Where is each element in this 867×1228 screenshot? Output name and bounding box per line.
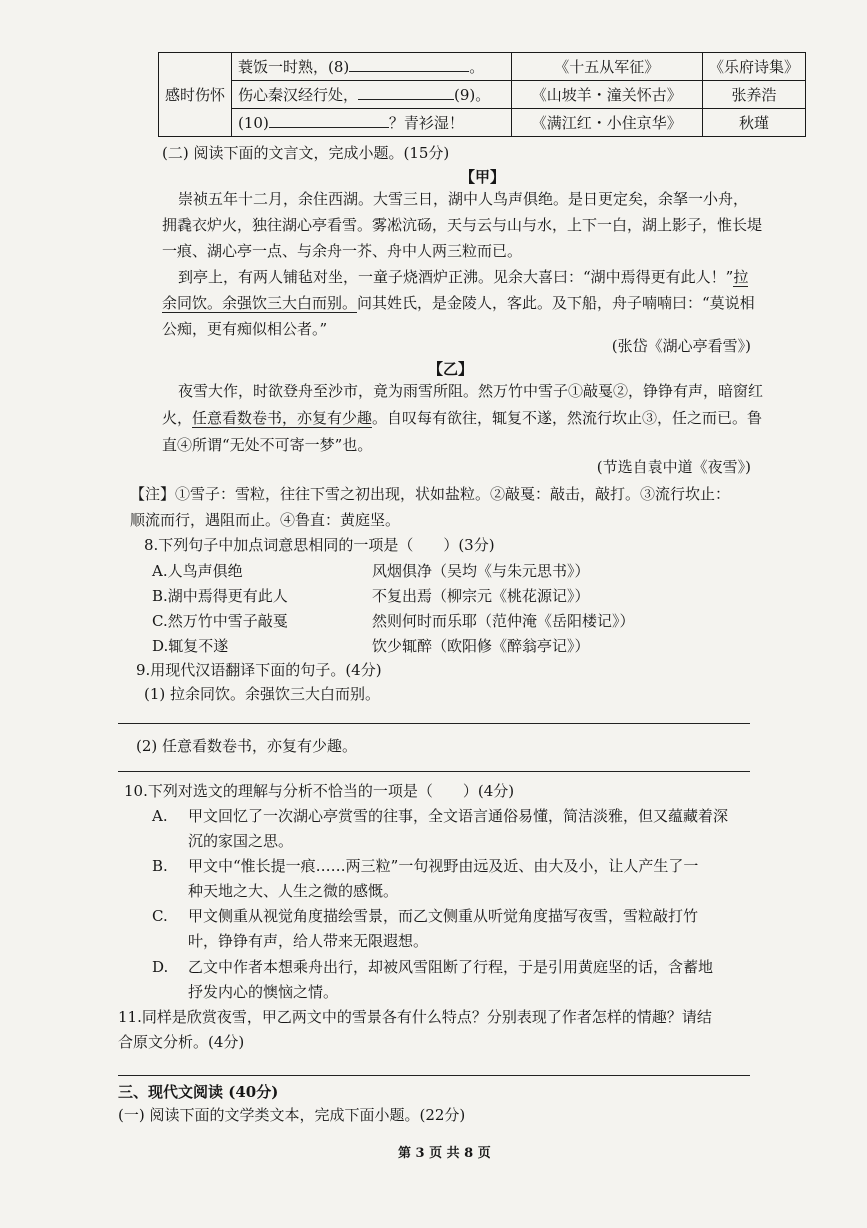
author-cell: 秋瑾 xyxy=(702,109,805,137)
answer-blank[interactable] xyxy=(349,57,469,72)
answer-blank[interactable] xyxy=(269,113,389,128)
question-11-line: 合原文分析。(4分) xyxy=(118,1033,245,1051)
poem-line-text: 伤心秦汉经行处， xyxy=(238,86,359,104)
poem-line-cell xyxy=(232,53,512,81)
choice-label-b: B. xyxy=(152,857,168,875)
section3-heading: 三、现代文阅读 (40分) xyxy=(118,1083,279,1101)
passage-yi-title: 【乙】 xyxy=(428,360,474,378)
poem-line-text: (9)。 xyxy=(454,86,491,104)
answer-line[interactable] xyxy=(118,771,750,772)
passage-jia-line: 一痕、湖心亭一点、与余舟一芥、舟中人两三粒而已。 xyxy=(162,242,523,260)
table-row xyxy=(159,53,806,81)
section3-subheading: (一) 阅读下面的文学类文本，完成下面小题。(22分) xyxy=(118,1106,466,1124)
passage-jia-line xyxy=(178,266,748,288)
poem-line-text: 。 xyxy=(469,58,485,76)
passage-yi-line xyxy=(162,407,762,429)
choice-label-a: A. xyxy=(152,807,168,825)
poem-line-text: (10) xyxy=(238,114,269,132)
answer-line[interactable] xyxy=(118,723,750,724)
answer-blank[interactable] xyxy=(358,85,454,100)
source-cell: 《满江红・小住京华》 xyxy=(511,109,702,137)
option-c: C.然万竹中雪子敲戛 xyxy=(152,612,288,630)
poem-fill-table xyxy=(158,52,806,137)
answer-line[interactable] xyxy=(118,1075,750,1076)
choice-d-text: 抒发内心的懊恼之情。 xyxy=(188,983,339,1001)
poem-line-cell xyxy=(232,109,512,137)
option-a: A.人鸟声俱绝 xyxy=(152,562,243,580)
option-d-compare: 饮少辄醉（欧阳修《醉翁亭记》） xyxy=(372,637,590,655)
choice-c-text: 叶，铮铮有声，给人带来无限遐想。 xyxy=(188,932,429,950)
question-11-line: 11.同样是欣赏夜雪，甲乙两文中的雪景各有什么特点？分别表现了作者怎样的情趣？请结 xyxy=(118,1008,712,1026)
underlined-text: 拉 xyxy=(733,268,749,286)
option-c-compare: 然则何时而乐耶（范仲淹《岳阳楼记》） xyxy=(372,612,635,630)
choice-c-text: 甲文侧重从视觉角度描绘雪景，而乙文侧重从听觉角度描写夜雪，雪粒敲打竹 xyxy=(188,907,699,925)
passage-text: 。自叹每有欲往，辄复不遂，然流行坎止③，任之而已。鲁 xyxy=(372,409,763,427)
option-d: D.辄复不遂 xyxy=(152,637,229,655)
poem-line-cell xyxy=(232,81,512,109)
question-8-stem: 8.下列句子中加点词意思相同的一项是（ ）(3分) xyxy=(144,536,495,554)
question-10-stem: 10.下列对选文的理解与分析不恰当的一项是（ ）(4分) xyxy=(124,782,515,800)
annotation-line: 顺流而行，遇阻而止。④鲁直：黄庭坚。 xyxy=(130,511,401,529)
passage-yi-source: (节选自袁中道《夜雪》) xyxy=(596,458,751,476)
choice-label-d: D. xyxy=(152,958,169,976)
choice-b-text: 甲文中“惟长提一痕……两三粒”一句视野由远及近、由大及小，让人产生了一 xyxy=(188,857,699,875)
choice-d-text: 乙文中作者本想乘舟出行，却被风雪阻断了行程，于是引用黄庭坚的话，含蓄地 xyxy=(188,958,714,976)
translate-sentence-2: (2) 任意看数卷书，亦复有少趣。 xyxy=(136,737,358,755)
underlined-text: 余同饮。余强饮三大白而别。 xyxy=(162,294,358,312)
passage-yi-line: 夜雪大作，时欲登舟至沙市，竟为雨雪所阻。然万竹中雪子①敲戛②，铮铮有声，暗窗红 xyxy=(178,382,764,400)
passage-jia-line: 崇祯五年十二月，余住西湖。大雪三日，湖中人鸟声俱绝。是日更定矣，余拏一小舟， xyxy=(178,190,749,208)
passage-jia-line: 拥毳衣炉火，独往湖心亭看雪。雾凇沆砀，天与云与山与水，上下一白，湖上影子，惟长堤 xyxy=(162,216,763,234)
annotation-line: 【注】①雪子：雪粒，往往下雪之初出现，状如盐粒。②敲戛：敲击，敲打。③流行坎止： xyxy=(130,485,731,503)
passage-text: 火， xyxy=(162,409,193,427)
choice-label-c: C. xyxy=(152,907,168,925)
table-row xyxy=(159,81,806,109)
page-footer: 第 3 页 共 8 页 xyxy=(398,1146,491,1161)
category-cell: 感时伤怀 xyxy=(159,53,232,137)
table-row xyxy=(159,109,806,137)
underlined-text: 任意看数卷书，亦复有少趣 xyxy=(192,409,373,427)
passage-jia-line xyxy=(162,292,755,314)
passage-jia-title: 【甲】 xyxy=(460,168,506,186)
source-cell: 《山坡羊・潼关怀古》 xyxy=(511,81,702,109)
choice-b-text: 种天地之大、人生之微的感慨。 xyxy=(188,882,399,900)
passage-jia-source: (张岱《湖心亭看雪》) xyxy=(611,337,751,355)
choice-a-text: 甲文回忆了一次湖心亭赏雪的往事，全文语言通俗易懂，简洁淡雅，但又蕴藏着深 xyxy=(188,807,729,825)
passage-text: 到亭上，有两人铺毡对坐，一童子烧酒炉正沸。见余大喜曰：“湖中焉得更有此人！” xyxy=(178,268,734,286)
poem-line-text: ？青衫湿！ xyxy=(388,114,464,132)
option-a-compare: 风烟俱净（吴均《与朱元思书》） xyxy=(372,562,590,580)
source-cell: 《十五从军征》 xyxy=(511,53,702,81)
option-b: B.湖中焉得更有此人 xyxy=(152,587,288,605)
author-cell: 张养浩 xyxy=(702,81,805,109)
choice-a-text: 沉的家国之思。 xyxy=(188,832,294,850)
passage-text: 问其姓氏，是金陵人，客此。及下船，舟子喃喃曰：“莫说相 xyxy=(357,294,755,312)
poem-line-text: 蓑饭一时熟，(8) xyxy=(238,58,350,76)
section2-heading: (二) 阅读下面的文言文，完成小题。(15分) xyxy=(162,144,450,162)
option-b-compare: 不复出焉（柳宗元《桃花源记》） xyxy=(372,587,590,605)
passage-yi-line: 直④所谓“无处不可寄一梦”也。 xyxy=(162,436,373,454)
translate-sentence-1: (1) 拉余同饮。余强饮三大白而别。 xyxy=(144,685,381,703)
passage-jia-line: 公痴，更有痴似相公者。” xyxy=(162,320,328,338)
author-cell: 《乐府诗集》 xyxy=(702,53,805,81)
question-9-stem: 9.用现代汉语翻译下面的句子。(4分) xyxy=(136,661,382,679)
